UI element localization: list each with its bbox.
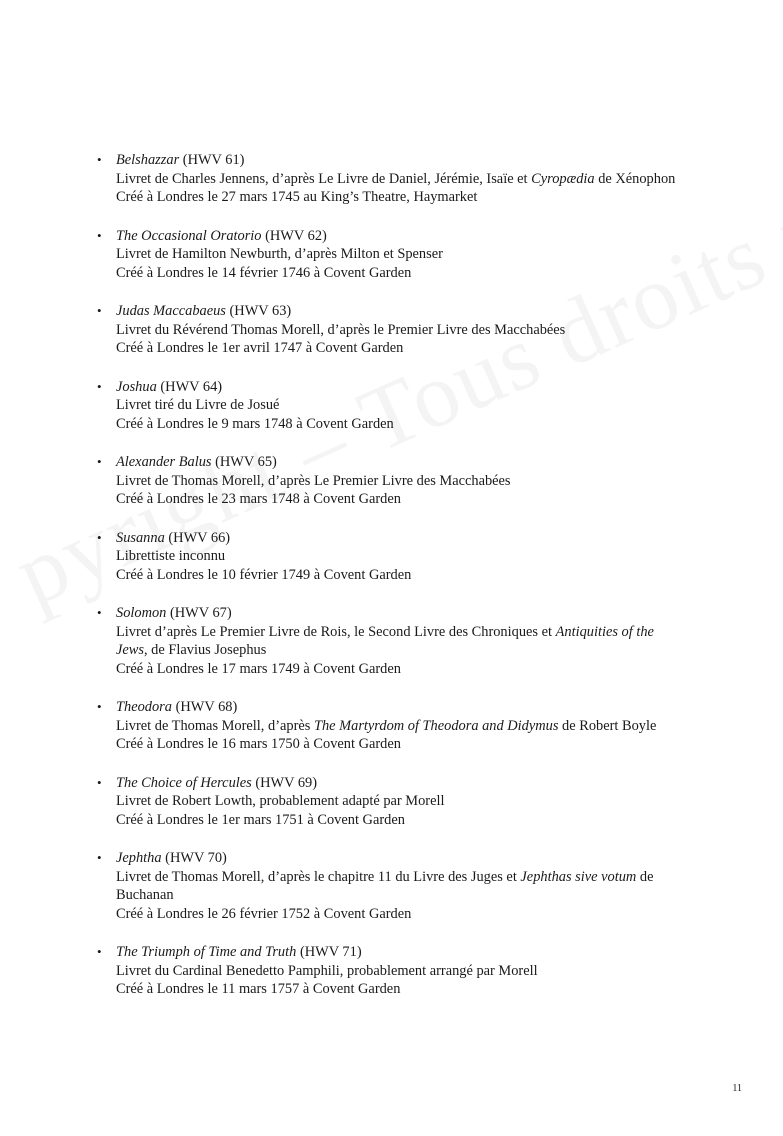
catalog-number: (HWV 63) <box>229 303 292 319</box>
work-title: Susanna <box>116 529 165 546</box>
bullet-icon: • <box>97 774 102 790</box>
libretto-text: Livret de Charles Jennens, d’après Le Livre de Daniel, Jérémie, Isaïe et <box>116 170 532 187</box>
libretto-info <box>116 623 687 660</box>
bullet-icon: • <box>97 699 102 714</box>
bullet-icon: • <box>97 152 102 167</box>
premiere-info: Créé à Londres le 1er avril 1747 à Covent Garden <box>116 340 404 356</box>
libretto-text: Livret de Thomas Morell, d’après Le Premier Livre des Macchabées <box>116 472 511 489</box>
entry-heading <box>116 529 687 548</box>
catalog-number: (HWV 65) <box>215 454 277 470</box>
entry-heading <box>116 302 687 321</box>
bullet-icon: • <box>97 944 102 959</box>
catalog-number: (HWV 62) <box>265 227 327 244</box>
libretto-text-after: de Buchanan <box>116 868 654 903</box>
bullet-icon: • <box>97 303 102 318</box>
libretto-text: Livret de Thomas Morell, d’après <box>116 717 314 734</box>
bullet-icon: • <box>97 378 102 394</box>
source-title: Cyropædia <box>531 170 595 187</box>
libretto-text: Livret du Révérend Thomas Morell, d’après le Premier Livre des Macchabées <box>116 321 566 338</box>
entry-heading <box>116 604 687 623</box>
libretto-info <box>116 717 687 736</box>
libretto-text: Livret de Hamilton Newburth, d’après Milton et Spenser <box>116 246 443 262</box>
libretto-text: Livret d’après Le Premier Livre de Rois, le Second Livre des Chroniques et <box>116 623 556 640</box>
catalog-number: (HWV 70) <box>165 850 227 866</box>
premiere-info: Créé à Londres le 17 mars 1749 à Covent Garden <box>116 660 401 677</box>
bullet-icon: • <box>97 227 102 243</box>
source-title: Antiquities of the Jews <box>116 623 654 658</box>
premiere-info: Créé à Londres le 10 février 1749 à Covent Garden <box>116 566 412 583</box>
entry-heading <box>116 849 687 868</box>
work-title: Judas Maccabaeus <box>116 303 226 319</box>
libretto-text: Librettiste inconnu <box>116 548 226 564</box>
source-title: Jephthas sive votum <box>520 868 637 885</box>
source-title: The Martyrdom of Theodora and Didymus <box>313 717 559 734</box>
list-item <box>97 604 687 678</box>
work-title: The Occasional Oratorio <box>116 227 262 244</box>
work-title: Alexander Balus <box>116 454 212 470</box>
libretto-text: Livret de Robert Lowth, probablement adapté par Morell <box>116 793 445 809</box>
work-title: Theodora <box>116 699 172 715</box>
list-item <box>97 302 687 358</box>
libretto-text: Livret tiré du Livre de Josué <box>116 397 280 413</box>
catalog-number: (HWV 64) <box>160 378 223 395</box>
entry-heading <box>116 453 687 472</box>
libretto-info <box>116 547 687 566</box>
work-title: The Triumph of Time and Truth <box>116 944 297 960</box>
libretto-info <box>116 472 687 491</box>
libretto-text-after: de Xénophon <box>594 170 676 187</box>
libretto-info <box>116 321 687 340</box>
catalog-number: (HWV 66) <box>168 529 231 546</box>
entry-heading <box>116 943 687 962</box>
work-title: The Choice of Hercules <box>116 774 252 791</box>
list-item <box>97 378 687 434</box>
premiere-info: Créé à Londres le 9 mars 1748 à Covent Garden <box>116 415 394 432</box>
catalog-number: (HWV 71) <box>299 944 362 960</box>
libretto-text: Livret de Thomas Morell, d’après le chapitre 11 du Livre des Juges et <box>116 868 521 885</box>
premiere-info: Créé à Londres le 1er mars 1751 à Covent Garden <box>116 811 405 828</box>
entry-heading <box>116 698 687 717</box>
work-title: Joshua <box>116 378 157 395</box>
libretto-info <box>116 792 687 811</box>
list-item <box>97 774 687 830</box>
premiere-info: Créé à Londres le 26 février 1752 à Covent Garden <box>116 905 412 922</box>
libretto-info <box>116 396 687 415</box>
list-item <box>97 151 687 207</box>
work-title: Belshazzar <box>116 152 180 168</box>
entry-heading <box>116 378 687 397</box>
work-title: Jephtha <box>116 850 162 866</box>
list-item <box>97 453 687 509</box>
libretto-info <box>116 962 687 981</box>
entry-heading <box>116 227 687 246</box>
page-number: 11 <box>732 1083 742 1094</box>
entry-heading <box>116 151 687 170</box>
entry-heading <box>116 774 687 793</box>
premiere-info: Créé à Londres le 16 mars 1750 à Covent Garden <box>116 736 401 752</box>
libretto-text: Livret du Cardinal Benedetto Pamphili, probablement arrangé par Morell <box>116 962 538 979</box>
catalog-number: (HWV 69) <box>255 774 318 791</box>
bullet-icon: • <box>97 529 102 545</box>
list-item <box>97 849 687 923</box>
libretto-text-after: , de Flavius Josephus <box>143 642 267 658</box>
bullet-icon: • <box>97 454 102 469</box>
list-item <box>97 698 687 754</box>
catalog-number: (HWV 67) <box>169 605 232 621</box>
bullet-icon: • <box>97 605 102 620</box>
libretto-info <box>116 868 687 905</box>
catalog-number: (HWV 61) <box>182 152 245 168</box>
list-item <box>97 227 687 283</box>
catalog-number: (HWV 68) <box>175 699 238 715</box>
list-item <box>97 529 687 585</box>
oratorio-list <box>97 151 687 1019</box>
libretto-text-after: de Robert Boyle <box>558 717 657 734</box>
list-item <box>97 943 687 999</box>
premiere-info: Créé à Londres le 14 février 1746 à Covent Garden <box>116 264 412 281</box>
work-title: Solomon <box>116 605 167 621</box>
libretto-info <box>116 170 687 189</box>
premiere-info: Créé à Londres le 27 mars 1745 au King’s Theatre, Haymarket <box>116 189 478 205</box>
premiere-info: Créé à Londres le 11 mars 1757 à Covent Garden <box>116 981 401 997</box>
premiere-info: Créé à Londres le 23 mars 1748 à Covent Garden <box>116 491 401 507</box>
bullet-icon: • <box>97 850 102 865</box>
libretto-info <box>116 245 687 264</box>
